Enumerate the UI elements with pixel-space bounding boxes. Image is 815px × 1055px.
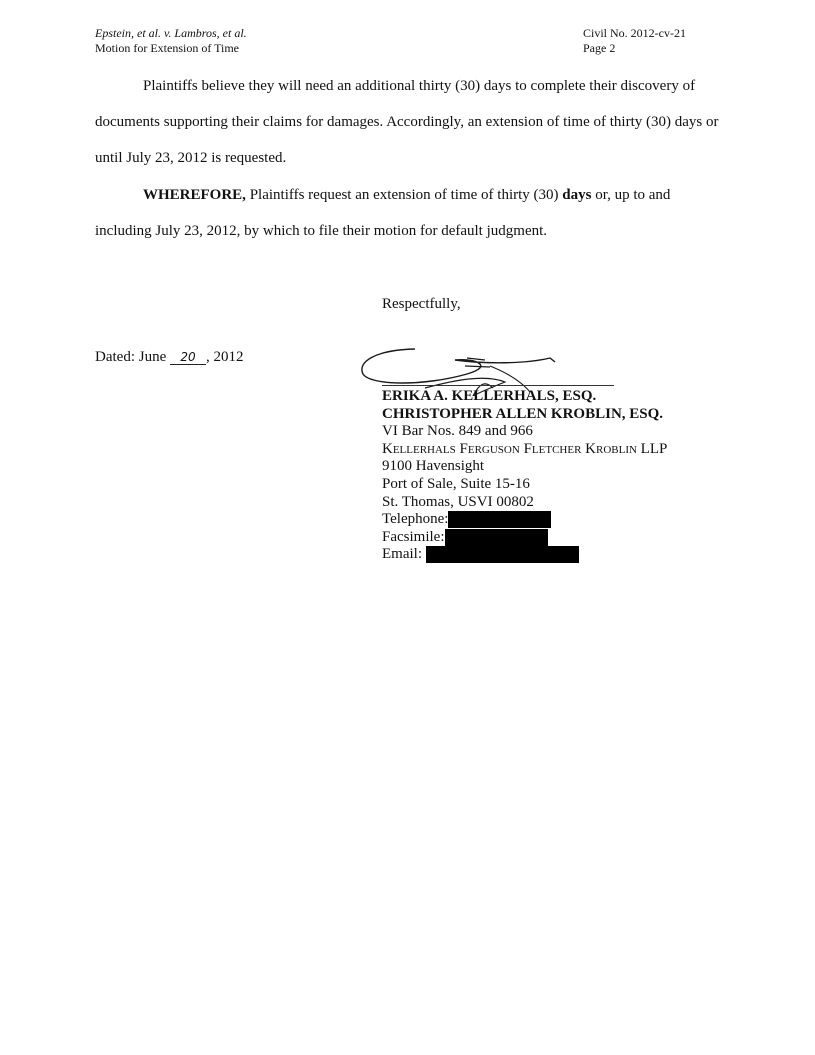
page-number: Page 2 — [583, 41, 616, 55]
dated-prefix: Dated: June — [95, 349, 170, 365]
civil-number: Civil No. 2012-cv-21 — [583, 26, 686, 40]
address-line-1: 9100 Havensight — [382, 458, 485, 475]
signature-line — [382, 385, 614, 386]
attorney-name-2: CHRISTOPHER ALLEN KROBLIN, ESQ. — [382, 405, 664, 422]
email-row — [382, 546, 667, 564]
dated-line — [95, 349, 243, 366]
document-header-right — [583, 26, 686, 56]
wherefore-days: days — [562, 187, 592, 203]
bar-numbers: VI Bar Nos. 849 and 966 — [382, 423, 533, 440]
facsimile-redaction — [445, 529, 548, 546]
paragraph-wherefore — [95, 177, 723, 249]
motion-title: Motion for Extension of Time — [95, 41, 240, 55]
dated-day-handwritten: 20 — [170, 350, 206, 365]
handwritten-signature — [355, 336, 570, 396]
law-firm: Kellerhals Ferguson Fletcher Kroblin LLP — [382, 440, 668, 457]
dated-suffix: , 2012 — [205, 349, 244, 365]
wherefore-text-a: Plaintiffs request an extension of time of thirty (30) — [245, 187, 563, 203]
address-line-2: Port of Sale, Suite 15-16 — [382, 475, 530, 492]
address-line-3: St. Thomas, USVI 00802 — [382, 493, 534, 510]
paragraph-discovery-text: Plaintiffs believe they will need an additional thirty (30) days to complete their discovery of documents supporting their claims for damages. Accordingly, an extension of time of thirty (30) days or until July 23, 2012 is requested. — [95, 78, 719, 166]
facsimile-row — [382, 529, 667, 547]
email-label: Email: — [382, 546, 422, 563]
email-redaction — [426, 546, 579, 563]
telephone-redaction — [448, 511, 551, 528]
facsimile-label: Facsimile: — [382, 528, 445, 545]
telephone-label: Telephone: — [382, 511, 449, 528]
wherefore-lead: WHEREFORE, — [143, 187, 246, 203]
attorney-name-1: ERIKA A. KELLERHALS, ESQ. — [382, 388, 597, 404]
document-header-left — [95, 26, 247, 56]
case-name: Epstein, et al. v. Lambros, et al. — [95, 26, 247, 40]
wherefore-text-b: or, up to and including July 23, 2012, by which to file their motion for default judgment. — [95, 187, 671, 239]
paragraph-discovery — [95, 68, 723, 176]
respectfully: Respectfully, — [382, 296, 461, 312]
signature-block — [382, 388, 667, 564]
telephone-row — [382, 511, 667, 529]
